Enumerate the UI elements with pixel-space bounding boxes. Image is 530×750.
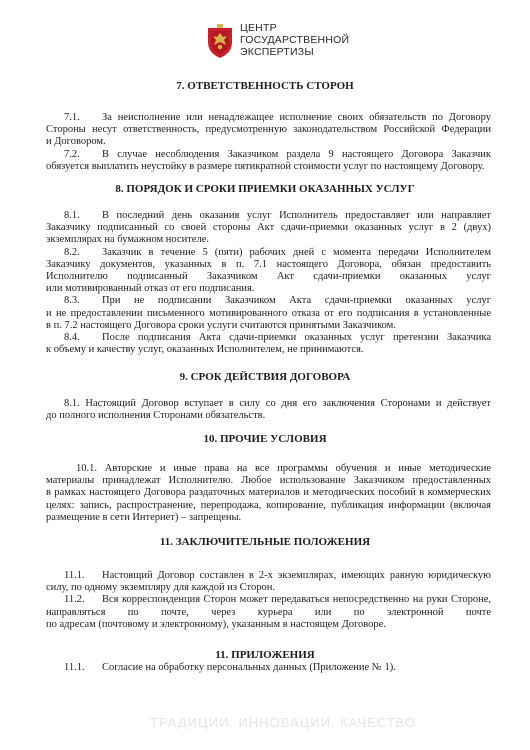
- clause-line: [46, 247, 491, 259]
- section-11-title: 11. ЗАКЛЮЧИТЕЛЬНЫЕ ПОЛОЖЕНИЯ: [159, 536, 371, 548]
- clause-line: или мотивированный отказ от его подписания.: [46, 283, 255, 295]
- section-10-body: [46, 463, 491, 524]
- clause-text: После подписания Акта сдачи-приемки оказанных услуг претензии Заказчика: [102, 331, 491, 343]
- clause-line: по адресам (почтовому и электронному), указанным в настоящем Договоре.: [46, 618, 386, 630]
- section-9-title: 9. СРОК ДЕЙСТВИЯ ДОГОВОРА: [179, 371, 351, 383]
- header-logo: [205, 22, 349, 60]
- clause-line: 10.1. Авторские и иные права на все программы обучения и иные методические: [76, 463, 491, 474]
- appendices-title: 11. ПРИЛОЖЕНИЯ: [215, 649, 315, 661]
- clause-line: к объему и качеству услуг, оказанных Исполнителем, не принимаются.: [46, 344, 364, 356]
- clause-number: 8.3.: [64, 295, 80, 307]
- section-11-body: [46, 570, 491, 631]
- clause-line: размещение в сети Интернет) – запрещены.: [46, 511, 242, 523]
- clause-number: 7.2.: [64, 148, 80, 160]
- clause-line: [46, 594, 491, 606]
- clause-line: и Договором.: [46, 136, 106, 148]
- logo-line: ЭКСПЕРТИЗЫ: [240, 46, 314, 58]
- clause-line: Стороны несут ответственность, предусмотренную законодательством Российской Федерации: [46, 124, 491, 136]
- clause-text: Вся корреспонденция Сторон может передаваться непосредственно на руки Стороне,: [102, 594, 491, 606]
- section-7-title: 7. ОТВЕТСТВЕННОСТЬ СТОРОН: [176, 80, 354, 92]
- section-9-body: [46, 398, 491, 422]
- section-8-body: [46, 210, 491, 356]
- clause-line: [46, 332, 491, 344]
- appendices-body: [46, 662, 491, 674]
- clause-line: в рамках настоящего Договора раздаточных материалов и методических пособий в коммерческих: [46, 487, 491, 499]
- clause-number: 8.2.: [64, 246, 80, 258]
- logo-line: ЦЕНТР: [240, 22, 277, 34]
- section-10-title: 10. ПРОЧИЕ УСЛОВИЯ: [203, 433, 327, 445]
- clause-number: 8.4.: [64, 331, 80, 343]
- clause-number: 11.1.: [64, 570, 85, 581]
- clause-line: 8.1. Настоящий Договор вступает в силу со дня его заключения Сторонами и действует: [64, 398, 491, 409]
- logo-text: [240, 22, 349, 58]
- clause-line: Заказчику документов, указанных в п. 7.1 настоящего Договора, обязан предоставить: [46, 258, 491, 270]
- clause-text: Заказчик в течение 5 (пяти) рабочих дней с момента передачи Исполнителем: [102, 246, 491, 258]
- coat-of-arms-icon: [205, 22, 235, 60]
- clause-line: [46, 112, 491, 124]
- clause-number: 11.2.: [64, 594, 85, 606]
- clause-line: до полного исполнения Сторонами обязательств.: [46, 410, 266, 422]
- clause-text: Согласие на обработку персональных данных (Приложение № 1).: [102, 662, 396, 673]
- clause-text: В последний день оказания услуг Исполнитель предоставляет или направляет: [102, 210, 491, 221]
- clause-line: целях: запись, распространение, перепродажа, копирование, публикация информации (включая: [46, 499, 491, 511]
- section-7-body: [46, 112, 491, 173]
- clause-line: в п. 7.2 настоящего Договора сроки услуги считаются принятыми Заказчиком.: [46, 319, 396, 331]
- clause-line: направляться по почте, через курьера или по электронной почте: [46, 606, 491, 618]
- clause-number: 8.1.: [64, 210, 80, 221]
- clause-line: экземплярах на бумажном носителе.: [46, 234, 209, 246]
- clause-line: [46, 210, 491, 222]
- clause-line: [46, 662, 491, 674]
- clause-text: Настоящий Договор составлен в 2-х экземплярах, имеющих равную юридическую: [102, 570, 491, 581]
- clause-text: В случае несоблюдения Заказчиком раздела 9 настоящего Договора Заказчик: [102, 148, 491, 160]
- watermark-text: ТРАДИЦИИ. ИННОВАЦИИ. КАЧЕСТВО: [150, 715, 417, 730]
- clause-line: [46, 149, 491, 161]
- clause-line: Исполнителю подписанный Заказчиком Акт сдачи-приемки оказанных услуг: [46, 270, 491, 282]
- clause-text: За неисполнение или ненадлежащее исполнение своих обязательств по Договору: [102, 112, 491, 123]
- logo-line: ГОСУДАРСТВЕННОЙ: [240, 34, 350, 46]
- clause-line: [46, 295, 491, 307]
- clause-line: обязуется выплатить неустойку в размере пятикратной стоимости услуг по настоящему Договору.: [46, 160, 485, 172]
- clause-line: материалы принадлежат Исполнителю. Любое использование Заказчиком предоставленных: [46, 475, 491, 487]
- clause-line: силу, по одному экземпляру для каждой из Сторон.: [46, 582, 275, 594]
- clause-line: и не предоставлении письменного мотивированного отказа от его подписания в установленные: [46, 307, 491, 319]
- clause-number: 7.1.: [64, 112, 80, 123]
- clause-line: Заказчику подписанный со своей стороны Акт сдачи-приемки оказанных услуг в 2 (двух): [46, 222, 491, 234]
- clause-number: 11.1.: [64, 662, 85, 673]
- clause-line: [46, 570, 491, 582]
- section-8-title: 8. ПОРЯДОК И СРОКИ ПРИЕМКИ ОКАЗАННЫХ УСЛУГ: [115, 183, 415, 195]
- clause-text: При не подписании Заказчиком Акта сдачи-приемки оказанных услуг: [102, 295, 491, 307]
